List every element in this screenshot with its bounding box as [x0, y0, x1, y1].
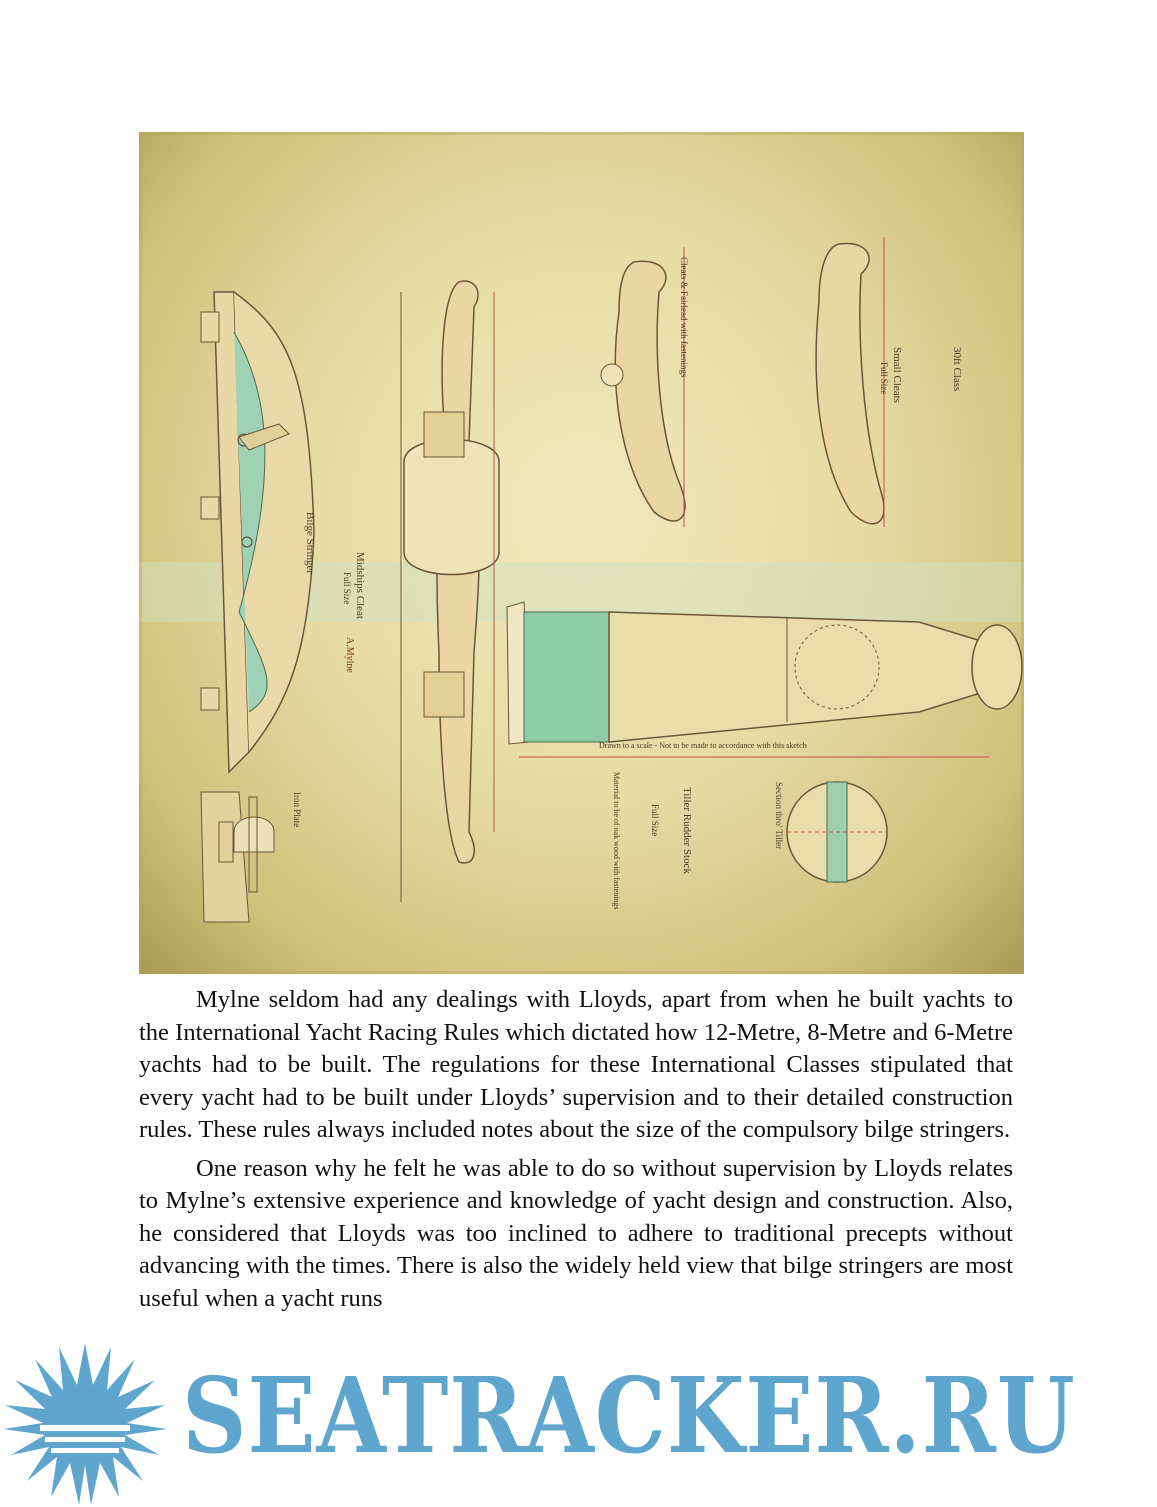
section-title-label: Section thro' Tiller	[774, 782, 784, 850]
drawing-title-label: 30ft Class	[951, 347, 963, 392]
dimension-note-label: Drawn to a scale - Not to be made to accordance with this sketch	[599, 741, 807, 750]
sun-icon	[3, 1343, 167, 1505]
small-cleat-drawings	[601, 237, 884, 527]
rudder-scale-label: Full Size	[650, 804, 660, 837]
midships-cleat-label: Midships Cleat	[354, 552, 366, 619]
tiller-rudder-stock	[507, 602, 1022, 757]
paragraph: One reason why he felt he was able to do so without supervision by Lloyds relates to Mylne’s extensive experience and knowledge of yacht design and construction. Also, he considered that Lloyds was too inclined to adhere to traditional precepts without advancing with the times. There is also the widely held view that bilge stringers are most useful when a yacht runs	[139, 1154, 1013, 1312]
body-text	[139, 984, 1013, 1321]
bilge-stringer-section	[201, 292, 314, 772]
small-cleat-label: Small Cleats	[891, 347, 903, 403]
iron-plate-label: Iron Plate	[292, 792, 302, 828]
small-cleat-scale-label: Full Size	[879, 362, 889, 395]
paragraph: Mylne seldom had any dealings with Lloyds, apart from when he built yachts to the International Yacht Racing Rules which dictated how 12-Metre, 8-Metre and 6-Metre yachts had to be built. The regulations for these International Classes stipulated that every yacht had to be built under Lloyds’ supervision and to their detailed construction rules. These rules always included notes about the size of the compulsory bilge stringers.	[139, 986, 1013, 1143]
bilge-stringer-label: Bilge Stringer	[304, 512, 316, 575]
iron-plate-detail	[201, 792, 274, 922]
bolt-note-label: Cleats & Fairlead with fastenings	[679, 257, 689, 378]
tiller-section	[787, 782, 887, 882]
drawing-canvas	[139, 132, 1024, 974]
midships-cleat-scale-label: Full Size	[342, 572, 352, 605]
technical-drawing-figure	[139, 132, 1024, 974]
rudder-note-label: Material to be of oak wood with fastenings	[612, 772, 621, 910]
signature-label: A.Mylne	[344, 637, 355, 673]
rudder-title-label: Tiller Rudder Stock	[681, 787, 693, 874]
watermark-text: SEATRACKER.RU	[182, 1354, 1076, 1477]
